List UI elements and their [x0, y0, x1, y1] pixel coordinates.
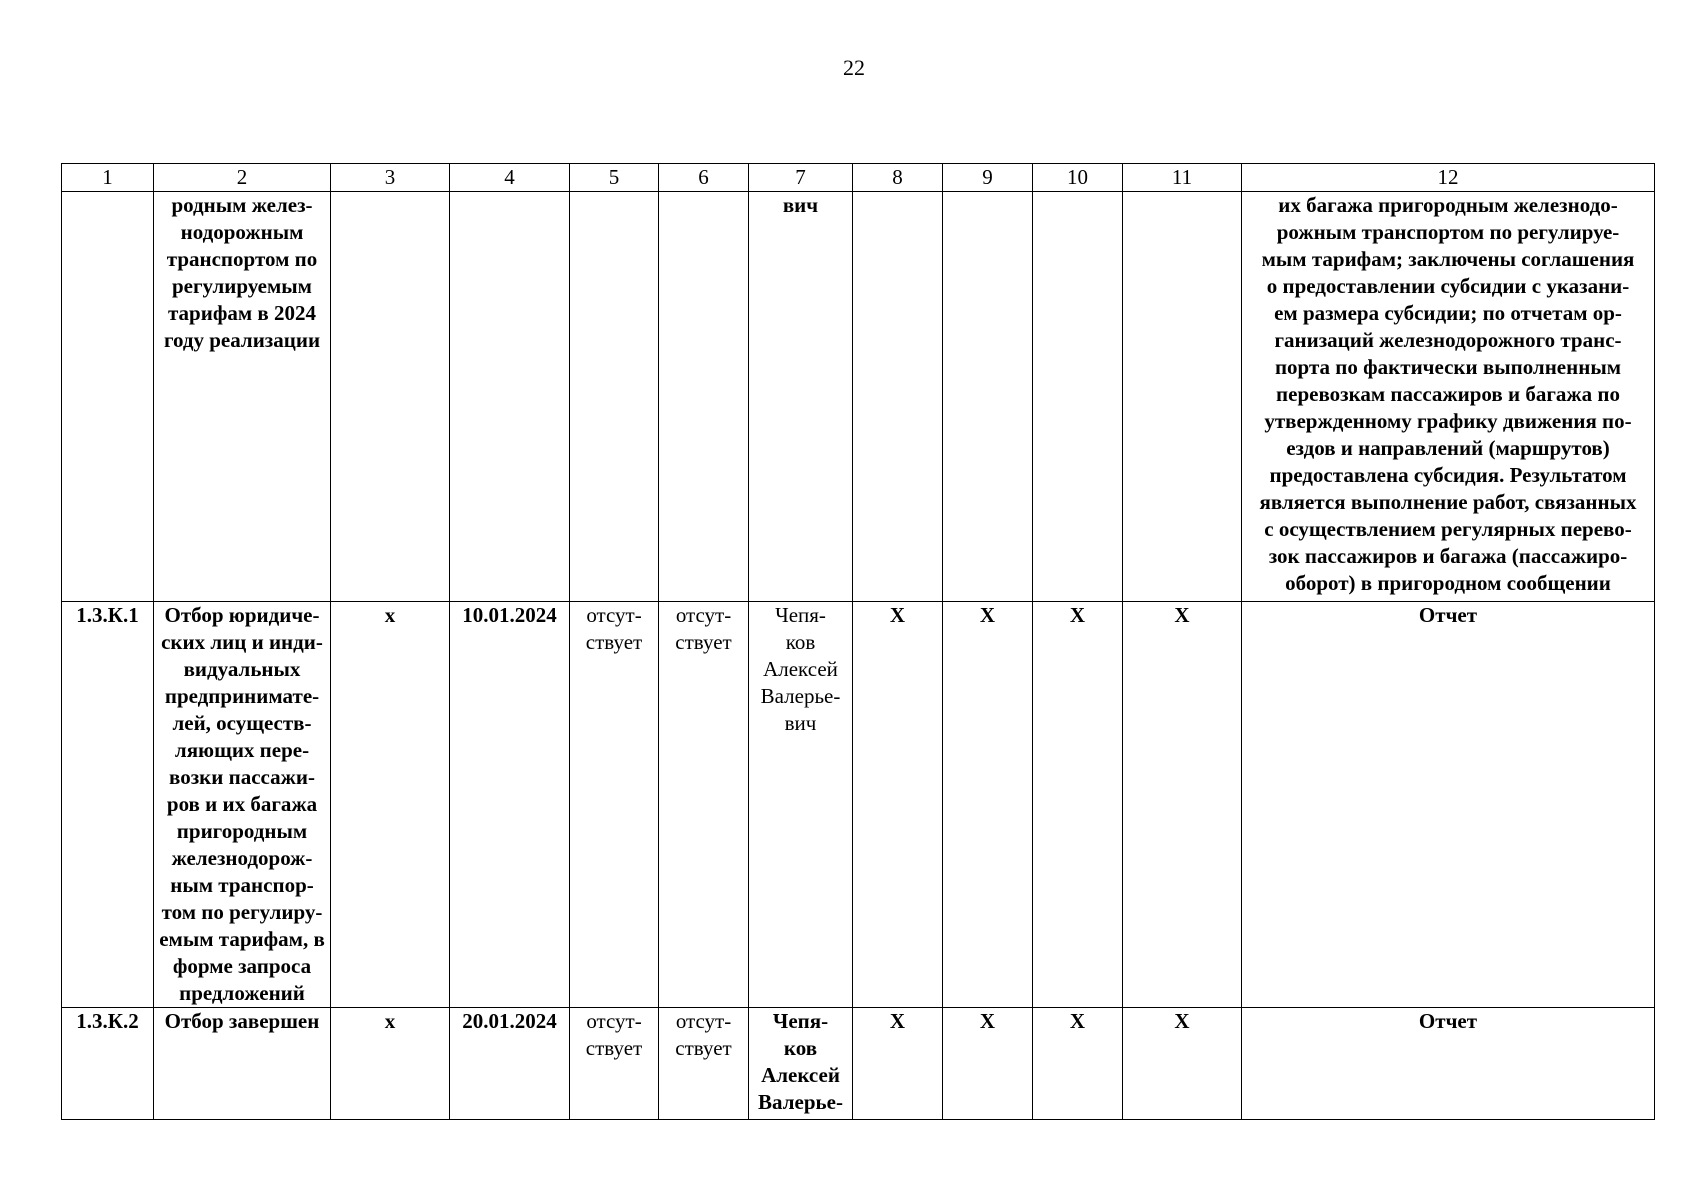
cell-line: мым тарифам; заключены соглашения	[1261, 247, 1635, 271]
cell-line: предпринимате-	[164, 684, 320, 708]
cell-line: ганизаций железнодорожного транс-	[1274, 328, 1622, 352]
cell-line: отсут-	[675, 1009, 732, 1033]
cell-description	[154, 1008, 331, 1120]
cell-line: видуальных	[183, 657, 301, 681]
cell-line: Отбор завершен	[164, 1009, 320, 1033]
cell-col3: x	[331, 1008, 450, 1120]
cell-line: о предоставлении субсидии с указани-	[1266, 274, 1630, 298]
cell-date: 10.01.2024	[450, 602, 570, 1008]
cell-line: с осуществлением регулярных перево-	[1264, 517, 1632, 541]
cell-line: том по регулиру-	[161, 900, 323, 924]
column-number: 1	[62, 164, 154, 192]
cell-line: ездов и направлений (маршрутов)	[1286, 436, 1610, 460]
cell-line: Алексей	[763, 657, 838, 681]
cell-number: 1.3.К.1	[62, 602, 154, 1008]
column-number: 10	[1033, 164, 1123, 192]
cell-result	[1242, 602, 1655, 1008]
cell-line: предложений	[179, 981, 305, 1005]
plan-table	[61, 163, 1655, 1120]
column-number: 8	[853, 164, 943, 192]
cell-line: их багажа пригородным железнодо-	[1278, 193, 1618, 217]
cell-line: пригородным	[176, 819, 308, 843]
cell-line: родным желез-	[171, 193, 313, 217]
cell-line: оборот) в пригородном сообщении	[1285, 571, 1611, 595]
cell-col3: x	[331, 602, 450, 1008]
cell-line: Отбор юридиче-	[164, 603, 320, 627]
table-row-1-3-k-1	[62, 602, 1655, 1008]
cell-col10: X	[1033, 602, 1123, 1008]
cell-line: лей, осуществ-	[172, 711, 312, 735]
cell-line: рожным транспортом по регулируе-	[1276, 220, 1620, 244]
column-number: 7	[749, 164, 853, 192]
column-number-row	[62, 164, 1655, 192]
cell-line: порта по фактически выполненным	[1274, 355, 1622, 379]
cell-date	[450, 192, 570, 602]
cell-line: Отчет	[1418, 603, 1478, 627]
cell-line: Валерье-	[758, 1090, 843, 1114]
column-number: 9	[943, 164, 1033, 192]
cell-line: ляющих пере-	[174, 738, 310, 762]
cell-col8	[853, 192, 943, 602]
cell-line: является выполнение работ, связанных	[1259, 490, 1637, 514]
cell-line: отсут-	[586, 603, 642, 627]
cell-line: ем размера субсидии; по отчетам ор-	[1274, 301, 1622, 325]
cell-line: ствует	[585, 1036, 643, 1060]
cell-line: форме запроса	[172, 954, 312, 978]
cell-col8: X	[853, 1008, 943, 1120]
cell-col6	[659, 192, 749, 602]
cell-date: 20.01.2024	[450, 1008, 570, 1120]
cell-line: регулируемым	[172, 274, 312, 298]
cell-line: году реализации	[163, 328, 321, 352]
cell-line: ствует	[585, 630, 643, 654]
cell-col9	[943, 192, 1033, 602]
cell-line: ным транспор-	[170, 873, 314, 897]
cell-line: ков	[785, 630, 816, 654]
cell-col11	[1123, 192, 1242, 602]
page-number: 22	[843, 55, 865, 80]
cell-col6	[659, 602, 749, 1008]
cell-responsible	[749, 1008, 853, 1120]
cell-col5	[570, 192, 659, 602]
cell-line: зок пассажиров и багажа (пассажиро-	[1268, 544, 1628, 568]
cell-responsible	[749, 192, 853, 602]
cell-col5	[570, 1008, 659, 1120]
cell-line: утвержденному графику движения по-	[1264, 409, 1632, 433]
cell-col5	[570, 602, 659, 1008]
cell-line: транспортом по	[166, 247, 318, 271]
cell-number	[62, 192, 154, 602]
table-row-continuation	[62, 192, 1655, 602]
cell-col3	[331, 192, 450, 602]
cell-line: возки пассажи-	[169, 765, 315, 789]
table-row-1-3-k-2	[62, 1008, 1655, 1120]
cell-col9: X	[943, 1008, 1033, 1120]
column-number: 5	[570, 164, 659, 192]
cell-line: вич	[782, 193, 819, 217]
cell-col9: X	[943, 602, 1033, 1008]
cell-col11: X	[1123, 602, 1242, 1008]
cell-line: Алексей	[761, 1063, 840, 1087]
column-number: 11	[1123, 164, 1242, 192]
cell-col11: X	[1123, 1008, 1242, 1120]
column-number: 12	[1242, 164, 1655, 192]
cell-number: 1.3.К.2	[62, 1008, 154, 1120]
cell-line: ских лиц и инди-	[161, 630, 323, 654]
cell-line: ров и их багажа	[166, 792, 318, 816]
cell-line: емым тарифам, в	[159, 927, 325, 951]
cell-line: отсут-	[675, 603, 732, 627]
cell-line: отсут-	[586, 1009, 642, 1033]
cell-col6	[659, 1008, 749, 1120]
cell-col10: X	[1033, 1008, 1123, 1120]
column-number: 4	[450, 164, 570, 192]
plan-table-wrapper	[61, 163, 1655, 1120]
cell-responsible	[749, 602, 853, 1008]
cell-line: Валерье-	[760, 684, 841, 708]
cell-result	[1242, 192, 1655, 602]
cell-line: железнодорож-	[171, 846, 313, 870]
cell-line: вич	[784, 711, 817, 735]
cell-description	[154, 602, 331, 1008]
cell-line: Отчет	[1418, 1009, 1478, 1033]
cell-col8: X	[853, 602, 943, 1008]
column-number: 6	[659, 164, 749, 192]
column-number: 2	[154, 164, 331, 192]
cell-description	[154, 192, 331, 602]
cell-line: перевозкам пассажиров и багажа по	[1276, 382, 1620, 406]
cell-line: нодорожным	[180, 220, 304, 244]
cell-line: Чепя-	[775, 603, 826, 627]
cell-line: ствует	[675, 1036, 732, 1060]
cell-col10	[1033, 192, 1123, 602]
cell-line: предоставлена субсидия. Результатом	[1269, 463, 1627, 487]
cell-line: ков	[783, 1036, 818, 1060]
column-number: 3	[331, 164, 450, 192]
cell-result	[1242, 1008, 1655, 1120]
cell-line: тарифам в 2024	[167, 301, 317, 325]
cell-line: Чепя-	[772, 1009, 829, 1033]
cell-line: ствует	[675, 630, 732, 654]
